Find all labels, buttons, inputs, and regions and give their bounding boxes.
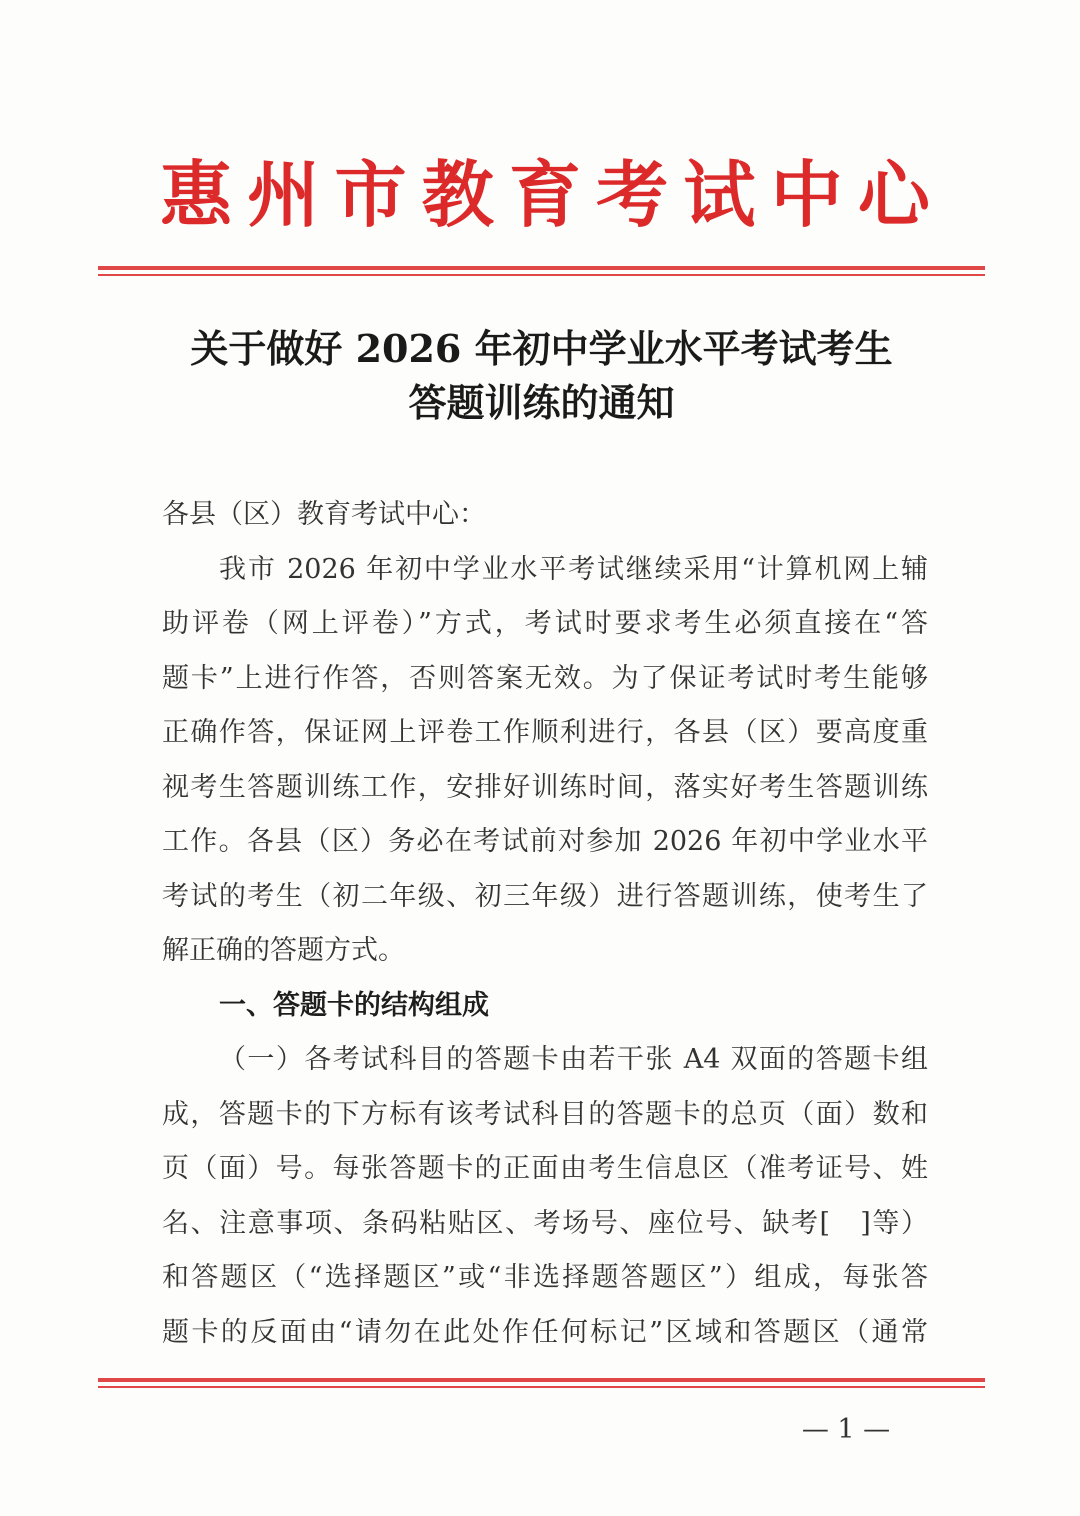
paragraph-line: 正确作答，保证网上评卷工作顺利进行，各县（区）要高度重	[162, 717, 928, 748]
paragraph-line: 工作。各县（区）务必在考试前对参加 2026 年初中学业水平	[162, 826, 928, 857]
paragraph-line: 名、注意事项、条码粘贴区、考场号、座位号、缺考[ ]等）	[162, 1207, 928, 1239]
paragraph-line: 视考生答题训练工作，安排好训练时间，落实好考生答题训练	[162, 771, 928, 803]
org-char: 考	[596, 152, 669, 237]
org-char: 心	[857, 152, 930, 237]
header-rule-thick	[98, 266, 985, 270]
paragraph-line: 题卡的反面由“请勿在此处作任何标记”区域和答题区（通常	[162, 1316, 928, 1348]
org-char: 市	[334, 152, 407, 237]
org-char: 育	[508, 152, 581, 237]
issuing-organization-header	[160, 150, 930, 240]
document-title-line-2: 答题训练的通知	[408, 380, 675, 425]
footer-rule-thin	[98, 1386, 985, 1388]
paragraph-line: 成，答题卡的下方标有该考试科目的答题卡的总页（面）数和	[162, 1098, 928, 1130]
org-char: 教	[421, 152, 494, 237]
paragraph-line: 解正确的答题方式。	[162, 935, 405, 966]
org-char: 惠	[160, 152, 233, 237]
section-heading: 一、答题卡的结构组成	[219, 989, 489, 1021]
org-char: 试	[683, 152, 756, 237]
header-rule-thin	[98, 274, 985, 276]
org-char: 州	[247, 152, 320, 237]
paragraph-line: 题卡”上进行作答，否则答案无效。为了保证考试时考生能够	[162, 662, 928, 694]
footer-rule-thick	[98, 1378, 985, 1382]
page-number: — 1 —	[801, 1414, 891, 1445]
paragraph-line: 助评卷（网上评卷）”方式，考试时要求考生必须直接在“答	[162, 608, 928, 639]
salutation: 各县（区）教育考试中心：	[162, 499, 486, 530]
document-title-line-1: 关于做好 2026 年初中学业水平考试考生	[190, 326, 893, 371]
paragraph-line: 我市 2026 年初中学业水平考试继续采用“计算机网上辅	[219, 553, 928, 585]
paragraph-line: 考试的考生（初二年级、初三年级）进行答题训练，使考生了	[162, 880, 928, 912]
paragraph-line: （一）各考试科目的答题卡由若干张 A4 双面的答题卡组	[219, 1044, 928, 1075]
paragraph-line: 页（面）号。每张答题卡的正面由考生信息区（准考证号、姓	[162, 1153, 928, 1184]
document-body	[162, 488, 928, 1360]
org-char: 中	[770, 152, 843, 237]
paragraph-line: 和答题区（“选择题区”或“非选择题答题区”）组成，每张答	[162, 1262, 928, 1293]
